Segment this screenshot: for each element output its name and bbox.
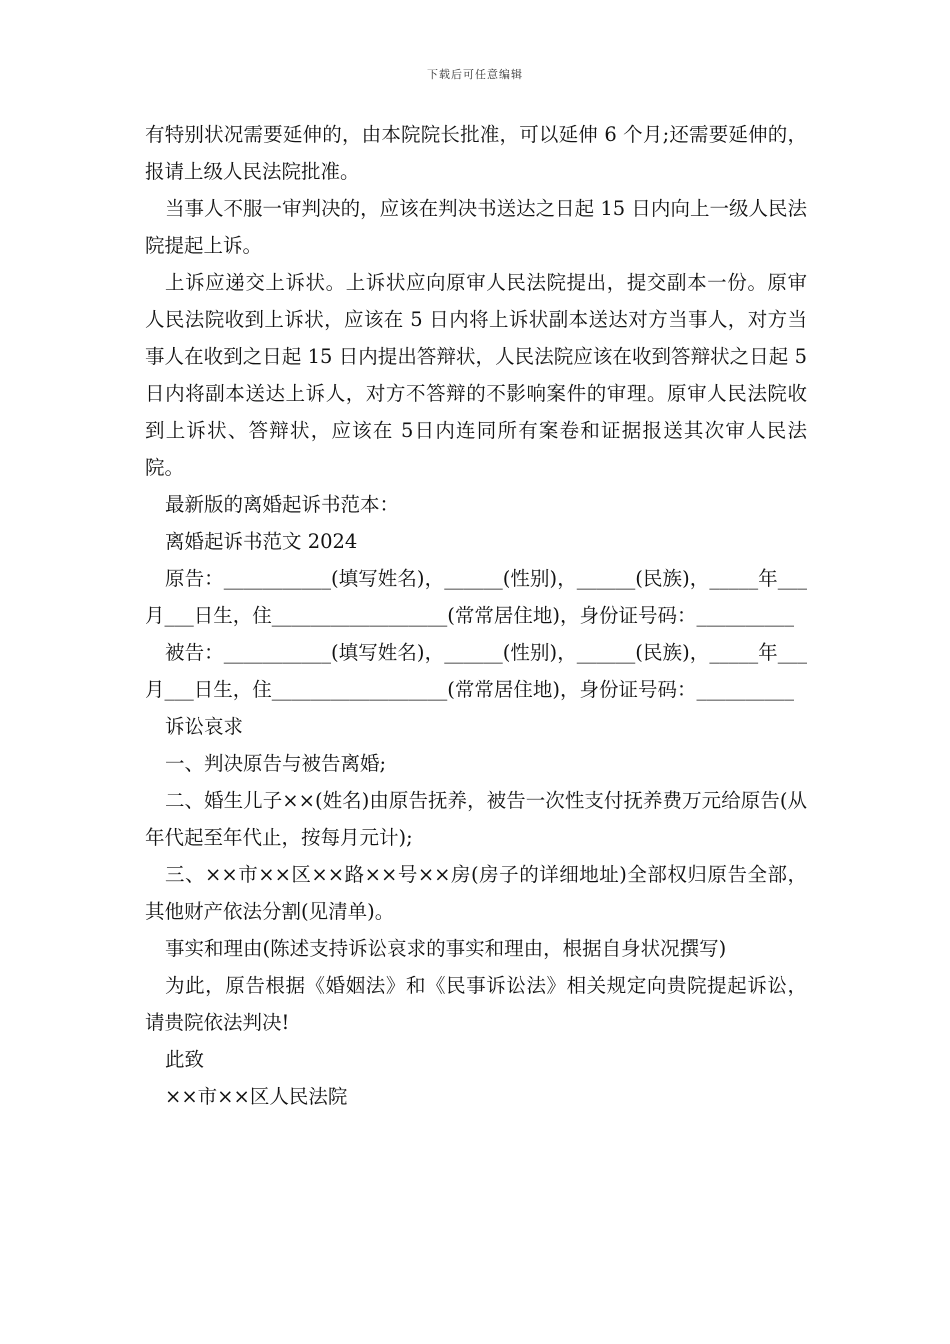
paragraph-appeal-procedure: 上诉应递交上诉状。上诉状应向原审人民法院提出，提交副本一份。原审人民法院收到上诉状，应该在 5 日内将上诉状副本送达对方当事人，对方当事人在收到之日起 15 日内提出答辩状，人民法院应该在收到答辩状之日起 5 日内将副本送达上诉人，对方不答辩的不影响案件的审理。原审人民法院收到上诉状、答辩状，应该在 5日内连同所有案卷和证据报送其次审人民法院。 — [145, 271, 814, 479]
claim-item-3: 三、××市××区××路××号××房(房子的详细地址)全部权归原告全部，其他财产依法分割(见清单)。 — [145, 863, 807, 923]
page-header: 下载后可任意编辑 — [427, 68, 523, 81]
conclusion-paragraph: 为此，原告根据《婚姻法》和《民事诉讼法》相关规定向贵院提起诉讼，请贵院依法判决! — [145, 974, 807, 1034]
claims-heading: 诉讼哀求 — [165, 715, 244, 738]
document-body — [145, 116, 814, 1115]
section-title: 离婚起诉书范文 2024 — [165, 530, 358, 553]
court-recipient: ××市××区人民法院 — [165, 1085, 348, 1108]
salutation: 此致 — [165, 1048, 205, 1071]
defendant-info: 被告：___________(填写姓名)，______(性别)，______(民族)，_____年___月___日生，住__________________(常常居住地)，身份证号码：__________ — [145, 641, 807, 701]
claim-item-1: 一、判决原告与被告离婚; — [165, 752, 387, 775]
paragraph-appeal-deadline: 当事人不服一审判决的，应该在判决书送达之日起 15 日内向上一级人民法院提起上诉。 — [145, 197, 807, 257]
paragraph-template-intro: 最新版的离婚起诉书范本： — [165, 493, 400, 516]
facts-and-reasons: 事实和理由(陈述支持诉讼哀求的事实和理由，根据自身状况撰写) — [165, 937, 727, 960]
paragraph-extension: 有特别状况需要延伸的，由本院院长批准，可以延伸 6 个月;还需要延伸的，报请上级人民法院批准。 — [145, 123, 807, 183]
claim-item-2: 二、婚生儿子××(姓名)由原告抚养，被告一次性支付抚养费万元给原告(从年代起至年代止，按每月元计); — [145, 789, 807, 849]
plaintiff-info: 原告：___________(填写姓名)，______(性别)，______(民族)，_____年___月___日生，住__________________(常常居住地)，身份证号码：__________ — [145, 567, 807, 627]
